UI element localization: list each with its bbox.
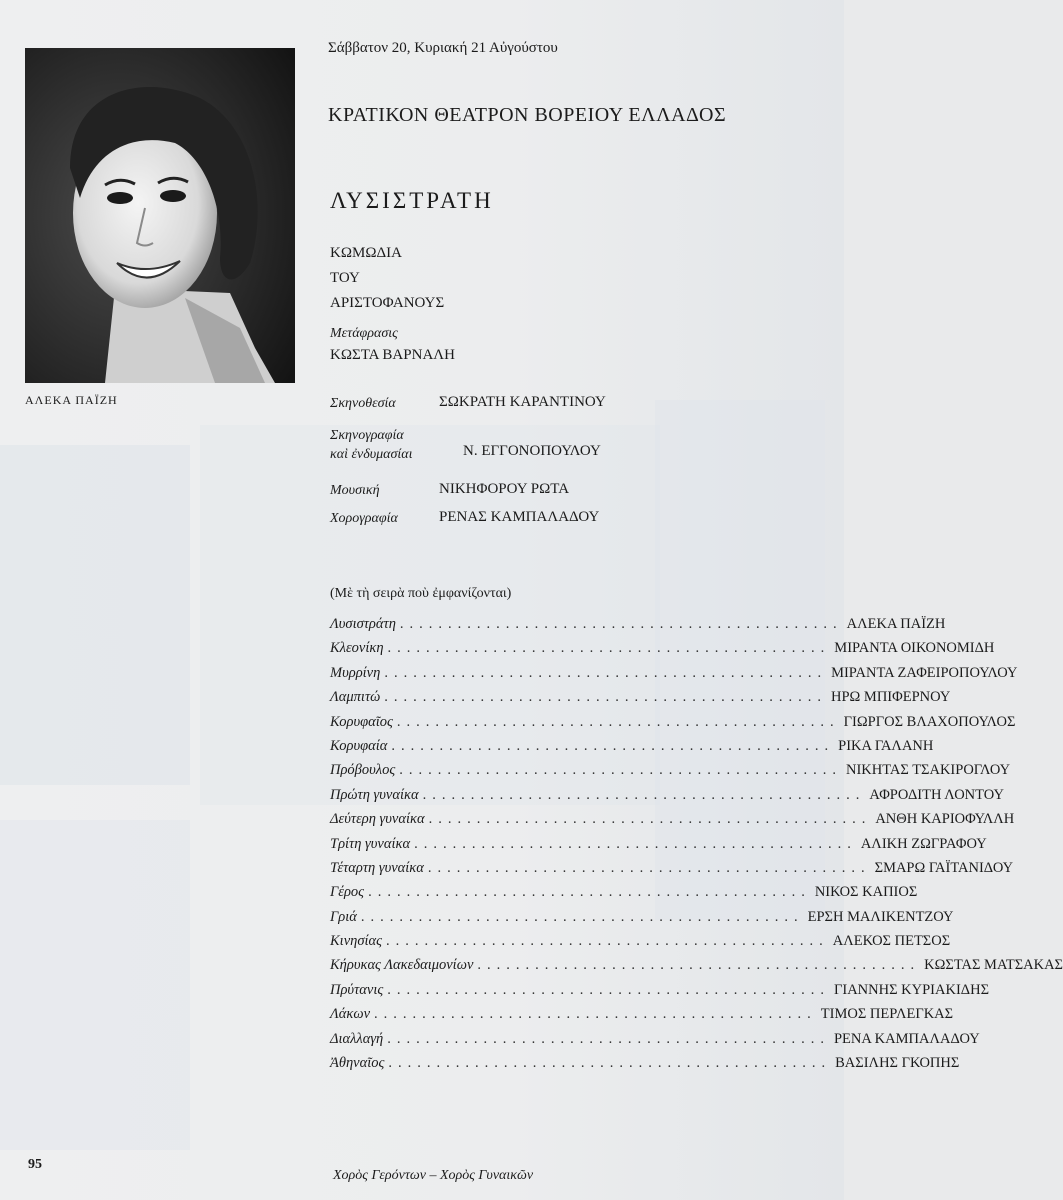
cast-role: Διαλλαγή	[330, 1030, 384, 1047]
cast-actor: ΤΙΜΟΣ ΠΕΡΛΕΓΚΑΣ	[820, 1006, 954, 1023]
translator-name: ΚΩΣΤΑ ΒΑΡΝΑΛΗ	[330, 347, 455, 363]
cast-role: Γέρος	[330, 884, 365, 901]
cast-actor: ΜΙΡΑΝΤΑ ΖΑΦΕΙΡΟΠΟΥΛΟΥ	[831, 664, 1018, 681]
cast-row	[330, 737, 934, 762]
leader-dots: ..............................................	[384, 689, 827, 706]
cast-order-note: (Μὲ τὴ σειρὰ ποὺ ἐμφανίζονται)	[330, 586, 512, 601]
bleed-through-left	[0, 445, 190, 785]
cast-role: Κορυφαία	[330, 737, 388, 754]
leader-dots: ..............................................	[387, 640, 831, 657]
cast-row	[330, 957, 1063, 981]
cast-actor: ΡΕΝΑ ΚΑΜΠΑΛΑΔΟΥ	[833, 1030, 980, 1047]
cast-role: Πρύτανις	[330, 981, 384, 998]
cast-role: Πρώτη γυναίκα	[330, 786, 419, 803]
leader-dots: ..............................................	[388, 1055, 832, 1072]
portrait-photo	[25, 48, 295, 383]
credit-label: Μουσική	[330, 483, 380, 498]
cast-actor: ΑΛΙΚΗ ΖΩΓΡΑΦΟΥ	[860, 835, 987, 852]
cast-row	[330, 933, 951, 957]
cast-row	[330, 786, 1004, 811]
cast-actor: ΑΛΕΚΟΣ ΠΕΤΣΟΣ	[832, 933, 951, 950]
cast-row	[330, 859, 1014, 884]
cast-actor: ΕΡΣΗ ΜΑΛΙΚΕΝΤΖΟΥ	[807, 908, 954, 925]
cast-list	[330, 616, 1063, 1079]
cast-row	[330, 616, 946, 640]
leader-dots: ..............................................	[368, 884, 811, 901]
cast-actor: ΑΦΡΟΔΙΤΗ ΛΟΝΤΟΥ	[869, 786, 1004, 803]
cast-actor: ΚΩΣΤΑΣ ΜΑΤΣΑΚΑΣ	[924, 957, 1063, 974]
cast-row	[330, 713, 1016, 738]
cast-row	[330, 981, 990, 1006]
credit-choreography-name: ΡΕΝΑΣ ΚΑΜΠΑΛΑΔΟΥ	[439, 509, 600, 525]
credit-scenery	[330, 426, 413, 464]
cast-row	[330, 640, 995, 664]
cast-role: Πρόβουλος	[330, 762, 396, 779]
cast-actor: ΗΡΩ ΜΠΙΦΕΡΝΟΥ	[831, 689, 951, 706]
leader-dots: ..............................................	[387, 1030, 830, 1047]
cast-actor: ΓΙΑΝΝΗΣ ΚΥΡΙΑΚΙΔΗΣ	[834, 981, 990, 998]
cast-row	[330, 811, 1015, 835]
chorus-line: Χορὸς Γερόντων – Χορὸς Γυναικῶν	[333, 1168, 534, 1183]
cast-role: Λαμπιτώ	[330, 689, 381, 706]
cast-row	[330, 884, 918, 908]
cast-row	[330, 1030, 980, 1055]
genre-line: ΤΟΥ	[330, 270, 360, 286]
cast-row	[330, 1006, 954, 1030]
leader-dots: ..............................................	[427, 859, 871, 876]
leader-dots: ..............................................	[374, 1006, 817, 1023]
translation-label: Μετάφρασις	[330, 326, 398, 341]
leader-dots: ..............................................	[399, 616, 843, 632]
leader-dots: ..............................................	[399, 762, 842, 779]
theatre-name: ΚΡΑΤΙΚΟΝ ΘΕΑΤΡΟΝ ΒΟΡΕΙΟΥ ΕΛΛΑΔΟΣ	[328, 104, 727, 126]
page-number: 95	[28, 1157, 42, 1172]
credit-scenery-name: Ν. ΕΓΓΟΝΟΠΟΥΛΟΥ	[463, 443, 601, 459]
leader-dots: ..............................................	[422, 786, 866, 803]
cast-row	[330, 908, 954, 933]
cast-actor: ΓΙΩΡΓΟΣ ΒΛΑΧΟΠΟΥΛΟΣ	[843, 713, 1016, 730]
cast-actor: ΣΜΑΡΩ ΓΑΪΤΑΝΙΔΟΥ	[874, 859, 1014, 876]
credit-label: καὶ ἐνδυμασίαι	[330, 447, 413, 462]
cast-actor: ΡΙΚΑ ΓΑΛΑΝΗ	[838, 737, 934, 754]
credit-music	[330, 482, 380, 499]
credit-label: Χορογραφία	[330, 511, 398, 526]
cast-role: Κορυφαῖος	[330, 713, 393, 730]
leader-dots: ..............................................	[477, 957, 921, 974]
cast-role: Κήρυκας Λακεδαιμονίων	[330, 957, 474, 974]
photo-caption: ΑΛΕΚΑ ΠΑΪΖΗ	[25, 393, 118, 407]
cast-row	[330, 1055, 960, 1079]
leader-dots: ..............................................	[391, 737, 835, 754]
cast-actor: ΑΝΘΗ ΚΑΡΙΟΦΥΛΛΗ	[875, 811, 1015, 828]
author-line: ΑΡΙΣΤΟΦΑΝΟΥΣ	[330, 295, 445, 311]
cast-row	[330, 762, 1011, 786]
cast-role: Δεύτερη γυναίκα	[330, 811, 425, 828]
leader-dots: ..............................................	[387, 981, 830, 998]
cast-role: Λυσιστράτη	[330, 616, 396, 632]
credit-label: Σκηνογραφία	[330, 428, 404, 443]
cast-actor: ΒΑΣΙΛΗΣ ΓΚΟΠΗΣ	[835, 1055, 960, 1072]
leader-dots: ..............................................	[428, 811, 872, 828]
genre-line: ΚΩΜΩΔΙΑ	[330, 245, 402, 261]
cast-role: Μυρρίνη	[330, 664, 381, 681]
credit-music-name: ΝΙΚΗΦΟΡΟΥ ΡΩΤΑ	[439, 481, 570, 497]
cast-actor: ΜΙΡΑΝΤΑ ΟΙΚΟΝΟΜΙΔΗ	[834, 640, 995, 657]
leader-dots: ..............................................	[414, 835, 857, 852]
leader-dots: ..............................................	[386, 933, 829, 950]
play-title: ΛΥΣΙΣΤΡΑΤΗ	[330, 188, 494, 213]
cast-actor: ΝΙΚΗΤΑΣ ΤΣΑΚΙΡΟΓΛΟΥ	[845, 762, 1011, 779]
leader-dots: ..............................................	[396, 713, 840, 730]
cast-role: Τρίτη γυναίκα	[330, 835, 411, 852]
cast-role: Γριά	[330, 908, 357, 925]
cast-actor: ΝΙΚΟΣ ΚΑΠΙΟΣ	[814, 884, 918, 901]
cast-role: Τέταρτη γυναίκα	[330, 859, 424, 876]
cast-row	[330, 835, 987, 860]
cast-role: Ἀθηναῖος	[330, 1055, 385, 1072]
credit-direction-name: ΣΩΚΡΑΤΗ ΚΑΡΑΝΤΙΝΟΥ	[439, 394, 606, 410]
leader-dots: ..............................................	[360, 908, 804, 925]
cast-actor: ΑΛΕΚΑ ΠΑΪΖΗ	[846, 616, 946, 632]
credit-choreography	[330, 510, 398, 527]
cast-role: Λάκων	[330, 1006, 371, 1023]
leader-dots: ..............................................	[384, 664, 828, 681]
credit-direction	[330, 395, 396, 412]
cast-row	[330, 664, 1018, 689]
performance-date: Σάββατον 20, Κυριακή 21 Αὐγούστου	[328, 40, 558, 56]
cast-role: Κλεονίκη	[330, 640, 384, 657]
cast-row	[330, 689, 951, 713]
play-genre	[330, 241, 444, 316]
bleed-through-bottom-left	[0, 820, 190, 1150]
cast-role: Κινησίας	[330, 933, 383, 950]
credit-label: Σκηνοθεσία	[330, 396, 396, 411]
